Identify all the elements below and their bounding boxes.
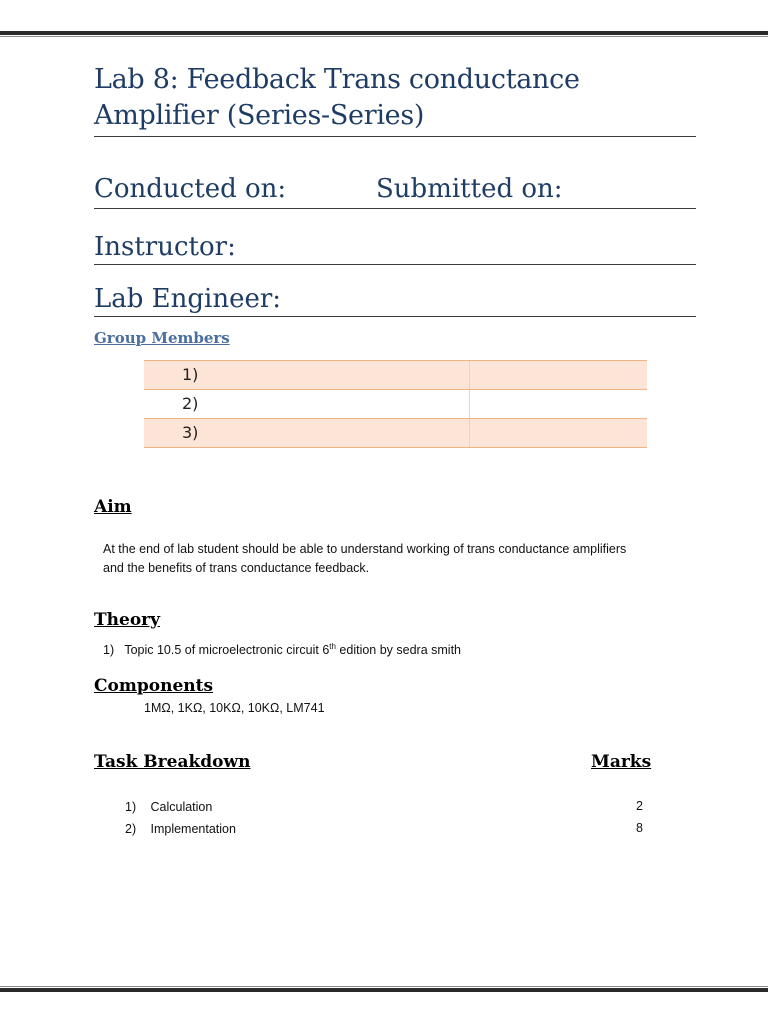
column-divider <box>469 390 470 418</box>
theory-item-number: 1) <box>103 643 115 658</box>
member-number: 3) <box>182 423 199 442</box>
task-number: 1) <box>125 800 137 814</box>
member-row <box>144 361 647 390</box>
bottom-border-thin-rule <box>0 986 768 987</box>
group-members-table <box>144 360 647 448</box>
marks-heading: Marks <box>591 752 652 772</box>
column-divider <box>469 419 470 447</box>
member-row <box>144 390 647 419</box>
bottom-border-rule <box>0 988 768 992</box>
lab-engineer-label: Lab Engineer: <box>94 280 696 317</box>
column-divider <box>469 361 470 389</box>
theory-heading: Theory <box>94 610 160 630</box>
top-border-thin-rule <box>0 36 768 37</box>
member-row <box>144 419 647 448</box>
theory-item-text-end: edition by sedra smith <box>335 643 462 658</box>
document-title: Lab 8: Feedback Trans conductance Amplifier (Series-Series) <box>94 62 696 137</box>
theory-item <box>103 637 461 660</box>
conducted-on-label: Conducted on: <box>94 174 287 204</box>
theory-item-superscript: th <box>329 642 336 651</box>
components-heading: Components <box>94 676 214 696</box>
aim-heading: Aim <box>94 497 132 517</box>
task-marks: 2 <box>636 799 643 813</box>
components-list: 1MΩ, 1KΩ, 10KΩ, 10KΩ, LM741 <box>144 701 325 715</box>
top-border-rule <box>0 31 768 35</box>
task-item <box>125 798 212 817</box>
aim-text <box>103 540 703 578</box>
task-breakdown-heading: Task Breakdown <box>94 752 251 772</box>
task-label: Calculation <box>150 800 213 814</box>
task-number: 2) <box>125 822 137 836</box>
submitted-on-label: Submitted on: <box>376 174 563 204</box>
member-number: 1) <box>182 365 199 384</box>
aim-line-2: and the benefits of trans conductance feedback. <box>103 561 370 575</box>
group-members-heading: Group Members <box>94 329 230 347</box>
instructor-label: Instructor: <box>94 228 696 265</box>
task-item <box>125 820 236 839</box>
member-number: 2) <box>182 394 199 413</box>
task-marks: 8 <box>636 821 643 835</box>
theory-item-text: Topic 10.5 of microelectronic circuit 6 <box>124 643 330 658</box>
task-label: Implementation <box>150 822 236 836</box>
aim-line-1: At the end of lab student should be able to understand working of trans conductance amplifiers <box>103 542 627 556</box>
dates-line <box>94 170 696 209</box>
